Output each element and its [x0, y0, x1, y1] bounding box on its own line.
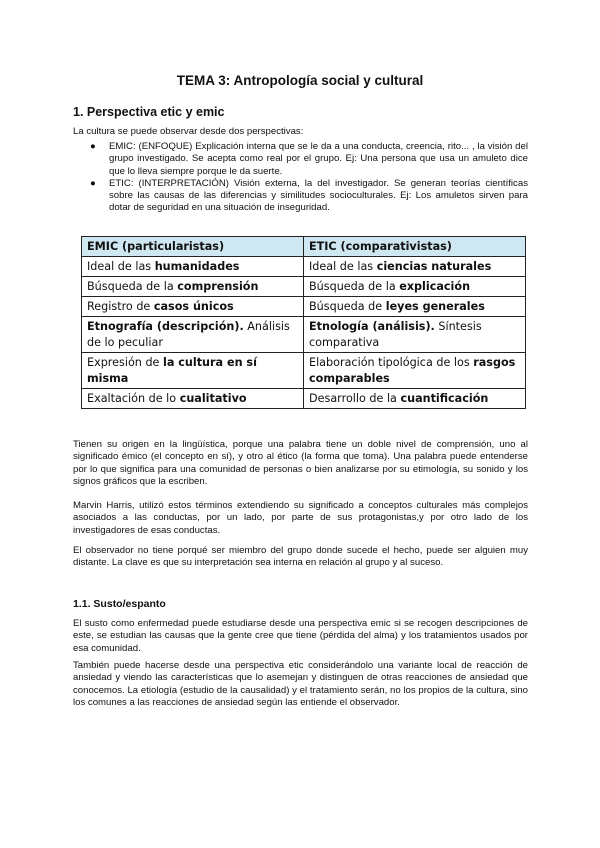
cell-text: Registro de [87, 300, 154, 313]
paragraph-observer: El observador no tiene porqué ser miembro del grupo donde sucede el hecho, puede ser alguien muy distante. La clave es que su interpretación sea interna en relación al grupo y al suceso. [73, 545, 528, 569]
perspectives-list [73, 141, 528, 215]
cell-bold-text: cualitativo [179, 392, 247, 405]
table-cell-emic [82, 389, 304, 409]
bullet-dot-icon: ● [90, 177, 96, 189]
cell-bold-text: casos únicos [153, 300, 234, 313]
cell-text: Síntesis comparativa [309, 320, 482, 349]
table-row [82, 353, 526, 389]
table-cell-etic [304, 389, 526, 409]
table-cell-etic [304, 277, 526, 297]
table-row [82, 297, 526, 317]
cell-bold-text: leyes generales [385, 300, 485, 313]
table-cell-etic [304, 257, 526, 277]
cell-text: Exaltación de lo [87, 392, 180, 405]
paragraph-susto-etic: También puede hacerse desde una perspectiva etic considerándolo una variante local de reacción de ansiedad y viendo las características que lo asemejan y distinguen de otras reacciones de ansiedad que conocemos. La etiología (estudio de la causalidad) y el tratamiento serán, no los propios de la cultura, sino los comunes a las reacciones de ansiedad según las entiende el observador. [73, 660, 528, 708]
list-item-text: ETIC: (INTERPRETACIÓN) Visión externa, la del investigador. Se generan teorías científicas sobre las causas de las diferencias y similitudes socioculturales. Ej: Los amuletos sirven para dotar de seguridad en una situación de inseguridad. [109, 177, 528, 214]
table-cell-emic [82, 277, 304, 297]
cell-bold-text: la cultura en sí misma [87, 356, 257, 385]
table-row [82, 389, 526, 409]
cell-bold-text: ciencias naturales [376, 260, 492, 273]
cell-text: Ideal de las [87, 260, 155, 273]
table-header-emic: EMIC (particularistas) [82, 237, 304, 257]
table-cell-etic [304, 297, 526, 317]
paragraph-harris: Marvin Harris, utilizó estos términos extendiendo su significado a conceptos culturales más complejos asociados a las conductas, por un lado, por parte de sus protagonistas,y por otro lado de los investigadores de esas conductas. [73, 500, 528, 536]
table-row [82, 277, 526, 297]
paragraph-origin: Tienen su origen en la lingüística, porque una palabra tiene un doble nivel de comprensión, uno al significado émico (el concepto en sí), y otro al ético (la forma que toma). Una palabra puede entenderse por lo que significa para una comunidad de personas o bien analizarse por su etimología, su sonido y los signos gráficos que la escriben. [73, 439, 528, 487]
table-cell-etic [304, 317, 526, 353]
table-cell-emic [82, 297, 304, 317]
cell-text: Búsqueda de la [309, 280, 400, 293]
table-row [82, 257, 526, 277]
section-heading-perspectiva: 1. Perspectiva etic y emic [73, 105, 225, 119]
intro-text: La cultura se puede observar desde dos perspectivas: [73, 126, 304, 137]
list-item-text: EMIC: (ENFOQUE) Explicación interna que se le da a una conducta, creencia, rito... , la visión del grupo investigado. Se acepta como real por el grupo. Ej: Una persona que usa un amuleto dice que lo lleva siempre porque le da suerte. [109, 141, 528, 177]
table-cell-emic [82, 353, 304, 389]
subsection-heading-susto: 1.1. Susto/espanto [73, 598, 166, 610]
table-cell-emic [82, 257, 304, 277]
document-title: TEMA 3: Antropología social y cultural [176, 73, 424, 88]
comparison-table [81, 236, 526, 409]
cell-bold-text: comprensión [177, 280, 259, 293]
list-item-etic [73, 178, 528, 215]
cell-text: Desarrollo de la [309, 392, 401, 405]
table-header-row [82, 237, 526, 257]
list-item-emic [73, 141, 528, 178]
cell-text: Búsqueda de [309, 300, 386, 313]
cell-text: Búsqueda de la [87, 280, 178, 293]
cell-bold-text: explicación [399, 280, 471, 293]
cell-text: Expresión de [87, 356, 163, 369]
table-cell-etic [304, 353, 526, 389]
cell-text: Análisis de lo peculiar [87, 320, 290, 349]
cell-bold-text: Etnología (análisis). [309, 320, 435, 333]
cell-bold-text: Etnografía (descripción). [87, 320, 244, 333]
cell-text: Ideal de las [309, 260, 377, 273]
bullet-dot-icon: ● [90, 141, 96, 152]
cell-text: Elaboración tipológica de los [309, 356, 474, 369]
table-row [82, 317, 526, 353]
cell-bold-text: cuantificación [400, 392, 489, 405]
table-cell-emic [82, 317, 304, 353]
paragraph-susto-emic: El susto como enfermedad puede estudiarse desde una perspectiva emic si se recogen descripciones de este, se estudian las causas que la gente cree que tiene (pérdida del alma) y los tratamientos usados por esa comunidad. [73, 618, 528, 654]
cell-bold-text: humanidades [154, 260, 240, 273]
cell-bold-text: rasgos comparables [309, 356, 516, 385]
table-header-etic: ETIC (comparativistas) [304, 237, 526, 257]
